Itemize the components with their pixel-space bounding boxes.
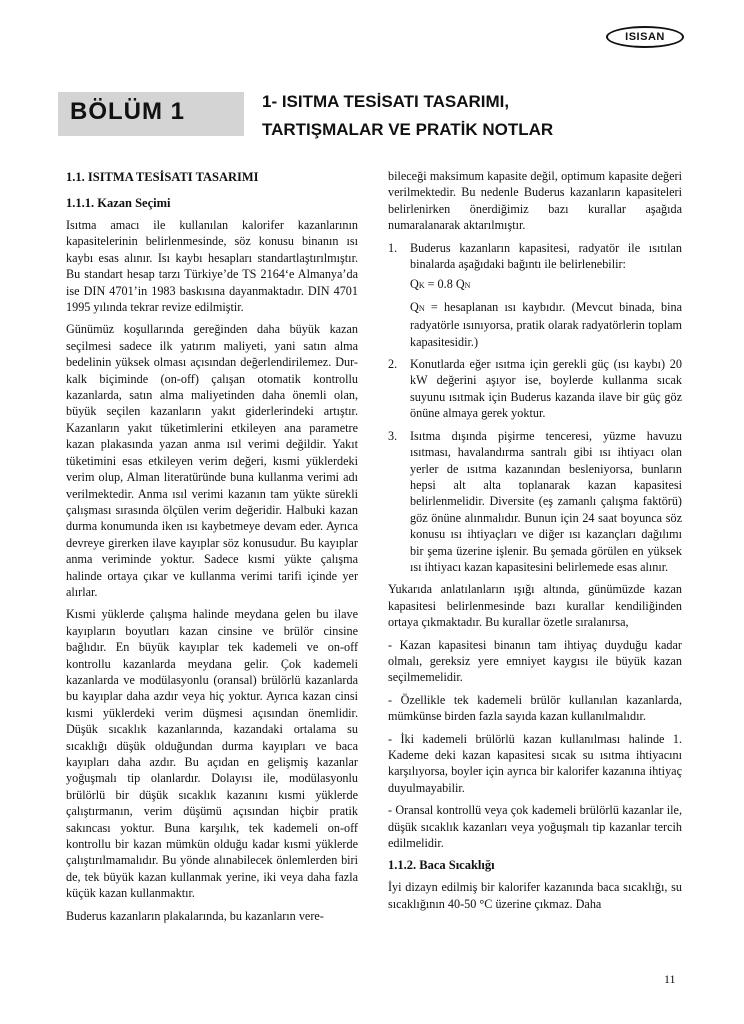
paragraph: Buderus kazanların plakalarında, bu kazanların vere- <box>66 908 324 923</box>
paragraph: Günümüz koşullarında gereğinden daha büyük kazan seçilmesi sadece ilk yatırım maliyeti, yani satın alma bedelinin yüksek olması açısından değerlendirilemez. Dur-kalk biçiminde (on-off) çalışan otomatik kontrollu kazanlarda, satın alma maliyetinden daha önemli olan, büyük seçilen kazanların yakıt giderlerindeki artıştır. Kazanların yakıt tüketimlerini etkileyen ana parametre kazan plakasında yazan anma ısıl verimi değildir. Yakıt tüketimini esas etkileyen verim değeri, kısmi yüklerdeki verim olup, Alman literatüründe buna kullanma verimi adı verilmektedir. Anma ısıl verimi kazanın tam yükte sürekli çalışması sırasında ölçülen verim değeridir. Halbuki kazan durma konumunda iken ısı kaybetmeye devam eder. Ayrıca devreye girerken ilave kayıplar söz konusudur. Bu kayıplar anma veriminde yoktur. Sadece kısmi yükte çalışma halinde ortaya çıkar ve kullanma verimi tarifi içinde yer alırlar. <box>66 322 358 599</box>
list-item-text: Isıtma dışında pişirme tenceresi, yüzme havuzu ısıtması, havalandırma santralı gibi ısı ihtiyacı olan yerler de ısıtma kazanından besleniyorsa, bunların hepsi alt alta toplanarak kazan kapasitesi belirlenmelidir. Diversite (eş zamanlı çalışma faktörü) göz önüne alınmalıdır. Bunun için 24 saat boyunca söz konusu ısı ihtiyaçları ve diğer ısı kazançları dağılımı bir şema üzerine işlenir. Bu şemada görülen en yüksek ısı ihtiyacı kazan kapasitesini belirlemede esas alınır. <box>410 428 682 574</box>
definition-q: Q <box>410 299 419 314</box>
rule-item: - Oransal kontrollü veya çok kademeli brülörlü kazanlar ile, düşük sıcaklık kazanları veya yoğuşmalı tip kazanlar tercih edilmelidir. <box>388 803 682 851</box>
paragraph: İyi dizayn edilmiş bir kalorifer kazanında baca sıcaklığı, su sıcaklığının 40-50 °C üzerine çıkmaz. Daha <box>388 880 682 911</box>
list-item-text: Buderus kazanların kapasitesi, radyatör ile ısıtılan binalarda aşağıdaki bağıntı ile belirlenebilir: <box>410 240 682 272</box>
brand-logo-text: ISISAN <box>625 31 665 43</box>
paragraph: Isıtma amacı ile kullanılan kalorifer kazanlarının kapasitelerinin belirlenmesinde, söz konusu binanın ısı kaybı esas alınır. Isı kaybı hesapları standartlaştırılmıştır. Bu standart hesap tarzı Türkiye’de TS 2164‘e Almanya’da ise DIN 4701’in 1983 baskısına dayanmaktadır. DIN 4701 1995 yılında tekrar revize edilmiştir. <box>66 218 358 315</box>
rule-item: - İki kademeli brülörlü kazan kullanılması halinde 1. Kademe deki kazan kapasitesi sıcak su ısıtma ihtiyacını karşılıyorsa, boyler için ayrıca bir kalorifer kazanına ihtiyaç duyulmayabilir. <box>388 731 682 795</box>
page-number: 11 <box>664 972 676 986</box>
formula-subscript-n: N <box>464 281 471 291</box>
list-item-text: Konutlarda eğer ısıtma için gerekli güç (ısı kaybı) 20 kW değerini aşıyor ise, boylerde kullanma sıcak suyunu ısıtmak için Buderus kazanda ilave bir güç göz önüne almaya gerek yoktur. <box>410 357 682 421</box>
paragraph: Kısmi yüklerde çalışma halinde meydana gelen bu ilave kayıpların boyutları kazan cinsine ve brülör cinsine bağlıdır. En büyük kayıplar tek kademeli ve on-off kontrollu kazanlarda meydana gelir. Çok kademeli kazanlarda ve modülasyonlu (oransal) brülörlü kazanlarda bu kayıplar daha azdır veya hiç yoktur. Ayrıca kazan cinsi kısmi yüklerdeki verim düşmesi açısından önemlidir. Düşük sıcaklık kazanlarında, kazandaki ortalama su sıcaklığı düşük olduğundan durma kayıpları ve baca kayıpları daha azdır. Bu açıdan en gelişmiş kazanlar yoğuşmalı tip olanlardır. Dolayısı ile, modülasyonlu brülörlü bir düşük sıcaklık kazanını kısmi yüklerde çalıştırmanın, verim düşümü açısından hiçbir pratik sakıncası yoktur. Buna karşılık, tek kademeli on-off kontrollu bir kazan mümkün olduğu kadar kısmi yüklerde çalıştırılmamalıdır. Bu yönde alınabilecek önlemlerden biri de, tek büyük kazan kullanmak yerine, iki veya daha fazla küçük kazan kullanmaktır. <box>66 607 358 901</box>
chapter-title <box>262 88 702 144</box>
list-number: 1. <box>388 240 398 255</box>
list-number: 3. <box>388 428 398 443</box>
formula <box>410 276 682 294</box>
list-item <box>388 428 682 576</box>
subsection-heading-baca-sicakligi: 1.1.2. Baca Sıcaklığı <box>388 858 495 873</box>
subsection-heading-kazan-secimi: 1.1.1. Kazan Seçimi <box>66 196 171 210</box>
left-column <box>66 168 358 930</box>
right-column <box>388 168 682 918</box>
definition-text: = hesaplanan ısı kaybıdır. (Mevcut binada, bina radyatörle ısınıyorsa, pratik olarak radyatörlerin toplam kapasitesidir.) <box>410 299 682 349</box>
chapter-title-line-2: TARTIŞMALAR VE PRATİK NOTLAR <box>262 120 554 139</box>
list-number: 2. <box>388 357 398 372</box>
section-heading: 1.1. ISITMA TESİSATI TASARIMI <box>66 170 259 184</box>
formula-q: Q <box>410 277 419 292</box>
list-item <box>388 240 682 350</box>
chapter-label: BÖLÜM 1 <box>70 98 185 125</box>
list-item <box>388 356 682 422</box>
formula-equals: = 0.8 Q <box>424 277 465 292</box>
formula-definition <box>410 299 682 350</box>
numbered-list <box>388 240 682 576</box>
paragraph: bileceği maksimum kapasite değil, optimum kapasite değeri verilmektedir. Bu nedenle Buderus kazanların kapasiteleri belirlenirken önerdiğimiz bazı kurallar aşağıda numaralanarak aktarılmıştır. <box>388 169 682 233</box>
paragraph: Yukarıda anlatılanların ışığı altında, günümüzde kazan kapasitesi belirlenmesinde bazı kurallar kendiliğinden ortaya çıkmaktadır. Bu kurallar özetle sıralanırsa, <box>388 582 682 630</box>
brand-logo <box>606 26 684 48</box>
definition-subscript-n: N <box>418 303 425 313</box>
rule-item: - Kazan kapasitesi binanın tam ihtiyaç duyduğu kadar olmalı, gereksiz yere emniyet kaygısı ile büyük kazan seçilmemelidir. <box>388 637 682 685</box>
rule-item: - Özellikle tek kademeli brülör kullanılan kazanlarda, mümkünse birden fazla sayıda kazan kullanılmalıdır. <box>388 692 682 724</box>
chapter-title-line-1: 1- ISITMA TESİSATI TASARIMI, <box>262 92 510 111</box>
formula-subscript-k: K <box>418 281 425 291</box>
